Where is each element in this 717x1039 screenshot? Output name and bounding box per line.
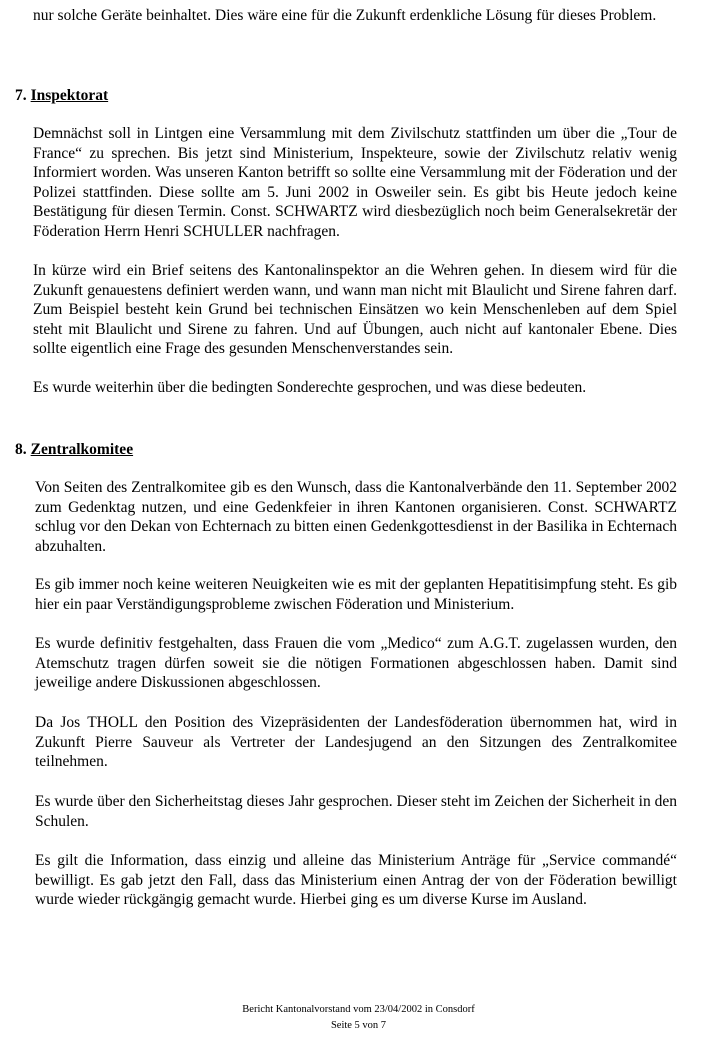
section-7-paragraph-3: Es wurde weiterhin über die bedingten Sonderechte gesprochen, und was diese bedeuten. [33, 379, 587, 396]
continuation-paragraph: nur solche Geräte beinhaltet. Dies wäre eine für die Zukunft erdenkliche Lösung für dieses Problem. [33, 7, 657, 24]
section-8-number: 8. [15, 441, 27, 458]
section-7-title: Inspektorat [30, 87, 109, 104]
section-8-paragraph-4: Da Jos THOLL den Position des Vizepräsidenten der Landesföderation übernommen hat, wird in Zukunft Pierre Sauveur als Vertreter der Landesjugend an den Sitzungen des Zentralkomitee teilnehmen. [35, 714, 677, 770]
section-8-paragraph-1: Von Seiten des Zentralkomitee gib es den Wunsch, dass die Kantonalverbände den 11. September 2002 zum Gedenktag nutzen, und eine Gedenkfeier in ihren Kantonen organisieren. Const. SCHWARTZ schlug vor den Dekan von Echternach zu bitten einen Gedenkgottesdienst in der Basilika in Echternach abzuhalten. [35, 479, 677, 555]
section-7-number: 7. [15, 87, 27, 104]
footer-report-line: Bericht Kantonalvorstand vom 23/04/2002 in Consdorf [242, 1004, 475, 1015]
section-8-heading [15, 440, 133, 460]
section-7-paragraph-1: Demnächst soll in Lintgen eine Versammlung mit dem Zivilschutz stattfinden um über die „Tour de France“ zu sprechen. Bis jetzt sind Ministerium, Inspekteure, sowie der Zivilschutz relativ wenig Informiert worden. Was unseren Kanton betrifft so sollte eine Versammlung mit der Föderation und der Polizei stattfinden. Diese sollte am 5. Juni 2002 in Osweiler sein. Es gibt bis Heute jedoch keine Bestätigung für diesen Termin. Const. SCHWARTZ wird diesbezüglich noch beim Generalsekretär der Föderation Herrn Henri SCHULLER nachfragen. [33, 125, 677, 240]
section-8-paragraph-6: Es gilt die Information, dass einzig und alleine das Ministerium Anträge für „Service commandé“ bewilligt. Es gab jetzt den Fall, dass das Ministerium einen Antrag der von der Föderation bewilligt wurde wieder rückgängig gemacht wurde. Hierbei ging es um diverse Kurse im Ausland. [35, 852, 677, 908]
section-7-heading [15, 86, 108, 106]
footer-page-number: Seite 5 von 7 [330, 1020, 387, 1031]
section-7-paragraph-2: In kürze wird ein Brief seitens des Kantonalinspektor an die Wehren gehen. In diesem wird für die Zukunft genauestens definiert werden wann, und wann man nicht mit Blaulicht und Sirene fahren darf. Zum Beispiel besteht kein Grund bei technischen Einsätzen wo kein Menschenleben auf dem Spiel steht mit Blaulicht und Sirene zu fahren. Und auf Übungen, auch nicht auf kantonaler Ebene. Dies sollte eigentlich eine Frage des gesunden Menschenverstandes sein. [33, 262, 677, 357]
section-8-title: Zentralkomitee [30, 441, 134, 458]
section-8-paragraph-2: Es gib immer noch keine weiteren Neuigkeiten wie es mit der geplanten Hepatitisimpfung steht. Es gib hier ein paar Verständigungsprobleme zwischen Föderation und Ministerium. [35, 576, 677, 613]
section-8-paragraph-3: Es wurde definitiv festgehalten, dass Frauen die vom „Medico“ zum A.G.T. zugelassen wurden, den Atemschutz tragen dürfen soweit sie die nötigen Formationen abgeschlossen haben. Damit sind jeweilige andere Diskussionen abgeschlossen. [35, 635, 677, 691]
section-8-paragraph-5: Es wurde über den Sicherheitstag dieses Jahr gesprochen. Dieser steht im Zeichen der Sicherheit in den Schulen. [35, 793, 677, 830]
